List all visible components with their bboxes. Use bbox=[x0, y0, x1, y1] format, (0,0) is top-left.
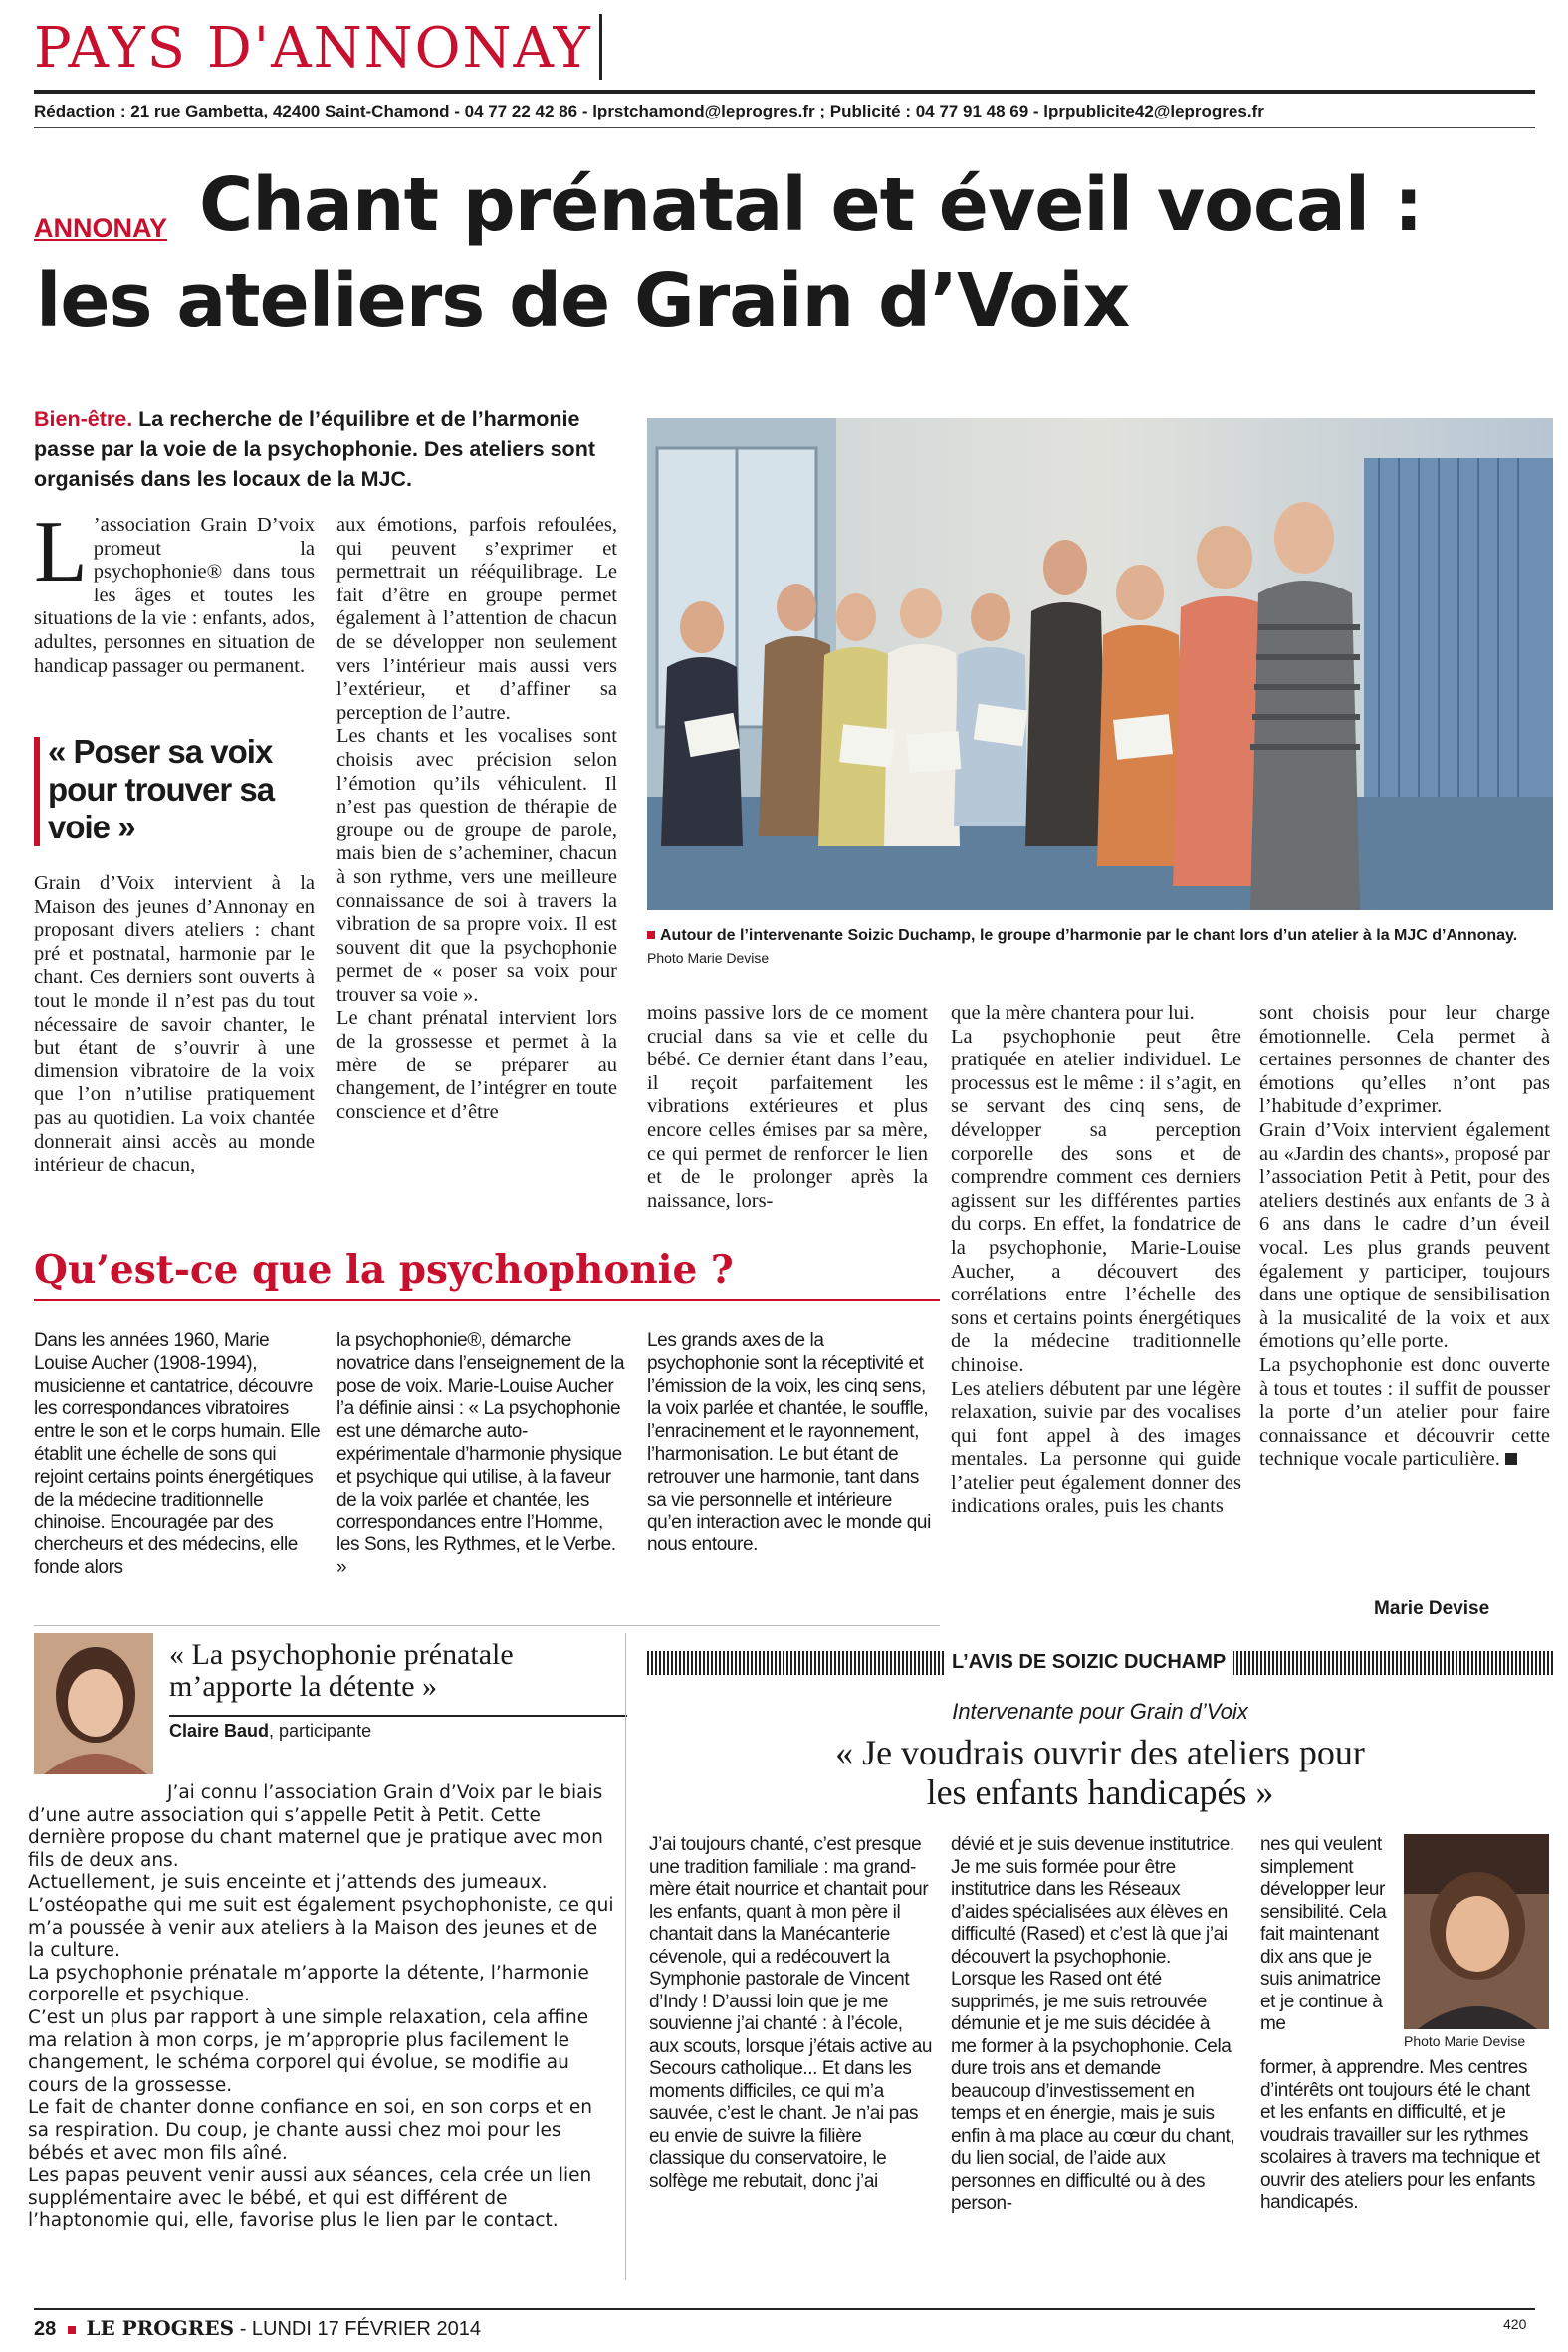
paragraph: sont choisis pour leur charge émotionnelle. Cela permet à certaines personnes de chanter des émotions qu’elles n’ont pas l’habitude d’exprimer. bbox=[1259, 1002, 1550, 1118]
paragraph-text: La psychophonie est donc ouverte à tous et toutes : il suffit de pousser la porte d’un atelier pour faire connaissance et découvrir cette technique vocale particulière. bbox=[1259, 1353, 1550, 1471]
soizic-photo-credit: Photo Marie Devise bbox=[1404, 2033, 1526, 2049]
claire-portrait bbox=[34, 1633, 153, 1774]
avis-title-line-2: les enfants handicapés » bbox=[926, 1772, 1274, 1812]
paragraph: Grain d’Voix intervient à la Maison des jeunes d’Annonay en proposant divers ateliers : chant pré et postnatal, harmonie par le chant. Ces derniers sont ouverts à tout le monde il n’est pas du tout nécessaire de savoir chanter, le but étant de s’ouvrir à une dimension vibratoire de la voix que l’on n’utilise pratiquement pas au quotidien. La voix chantée donnerait ainsi accès au monde intérieur de chacun, bbox=[34, 872, 315, 1177]
kicker-location: ANNONAY bbox=[34, 213, 168, 243]
chapeau-text: La recherche de l’équilibre et de l’harmonie passe par la voie de la psychophonie. Des ateliers sont organisés dans les locaux de la MJC. bbox=[34, 407, 595, 491]
box-column-1: Dans les années 1960, Marie Louise Aucher (1908-1994), musicienne et cantatrice, découvre les correspondances vibratoires entre le son et le corps humain. Elle établit une échelle de sons qui rejoint certains points énergétiques de la médecine traditionnelle chinoise. Encouragée par des chercheurs et des médecins, elle fonde alors bbox=[34, 1330, 321, 1578]
chapeau-keyword: Bien-être. bbox=[34, 407, 133, 431]
paragraph: aux émotions, parfois refoulées, qui peuvent s’exprimer et permettrait un rééquilibrage. Le fait d’être en groupe permet également à l’attention de chacun de se développer non seulement vers l’intérieur mais aussi vers l’extérieur, et d’affiner sa perception de l’autre. bbox=[336, 514, 617, 724]
testimonial-role: , participante bbox=[269, 1721, 372, 1741]
avis-role: Intervenante pour Grain d’Voix bbox=[952, 1699, 1248, 1724]
section-title: PAYS D'ANNONAY bbox=[34, 16, 592, 81]
square-bullet-icon bbox=[647, 931, 655, 939]
header-rule-thin bbox=[34, 127, 1535, 128]
contact-line: Rédaction : 21 rue Gambetta, 42400 Saint-Chamond - 04 77 22 42 86 - lprstchamond@leprogres.fr ; Publicité : 04 77 91 48 69 - lprpublicite42@leprogres.fr bbox=[34, 102, 1264, 120]
paragraph: J’ai connu l’association Grain d’Voix par le biais d’une autre association qui s’appelle Petit à Petit. Cette dernière propose du chant maternel que je pratique avec mon fils de deux ans. bbox=[28, 1782, 603, 1871]
article-column-3 bbox=[647, 1002, 928, 1213]
chapeau bbox=[34, 404, 621, 494]
paragraph: Le fait de chanter donne confiance en soi, en son corps et en sa respiration. Du coup, je chante aussi chez moi pour les bébés et avec mon fils aîné. bbox=[28, 2097, 592, 2164]
testimonial-body bbox=[28, 1782, 615, 2233]
photo-credit: Photo Marie Devise bbox=[647, 950, 770, 966]
square-bullet-icon bbox=[68, 2326, 76, 2334]
box-column-2: la psychophonie®, démarche novatrice dans l’enseignement de la pose de voix. Marie-Louise Aucher l’a définie ainsi : « La psychophonie est une démarche auto-expérimentale d’harmonie physique et psychique qui utilise, à la faveur de la voix parlée et chantée, les correspondances entre l’Homme, les Sons, les Rythmes, et le Verbe. » bbox=[336, 1330, 625, 1578]
avis-column-2: dévié et je suis devenue institutrice. Je me suis formée pour être institutrice dans les Réseaux d’aides spécialisées aux élèves en difficulté (Rased) et c’est là que j’ai découvert la psychophonie. Lorsque les Rased ont été supprimés, je me suis retrouvée démunie et je me suis décidée à me former à la psychophonie. Cela dure trois ans et demande beaucoup d’investissement en temps et en énergie, mais je suis enfin à ma place au cœur du chant, du lien social, de l’aide aux personnes en difficulté ou à des person- bbox=[951, 1834, 1235, 2214]
paragraph: Les papas peuvent venir aussi aux séances, cela crée un lien supplémentaire avec le bébé, et qui est différent de l’haptonomie qui, elle, favorise plus le lien par le contact. bbox=[28, 2165, 592, 2232]
publication-date: - LUNDI 17 FÉVRIER 2014 bbox=[239, 2318, 482, 2340]
photo-caption-text: Autour de l’intervenante Soizic Duchamp, le groupe d’harmonie par le chant lors d’un atelier à la MJC d’Annonay. bbox=[660, 927, 1518, 944]
paragraph: moins passive lors de ce moment crucial dans sa vie et celle du bébé. Ce dernier étant dans l’eau, il reçoit parfaitement les vibrations extérieures et plus encore celles émises par sa mère, ce qui permet de renforcer le lien et de le prolonger après la naissance, lors- bbox=[647, 1002, 928, 1212]
paragraph: Le chant prénatal intervient lors de la grossesse et permet à la mère de se préparer au changement, de l’intégrer en toute conscience et d’être bbox=[336, 1007, 617, 1123]
headline-line-2: les ateliers de Grain d’Voix bbox=[36, 258, 1130, 344]
box-rule bbox=[34, 1299, 940, 1301]
box-bottom-rule bbox=[34, 1625, 940, 1626]
article-column-4 bbox=[951, 1002, 1241, 1519]
avis-label: L’AVIS DE SOIZIC DUCHAMP bbox=[944, 1647, 1233, 1677]
paragraph: La psychophonie prénatale m’apporte la détente, l’harmonie corporelle et psychique. bbox=[28, 1962, 589, 2006]
avis-title bbox=[647, 1733, 1553, 1812]
avis-title-line-1: « Je voudrais ouvrir des ateliers pour bbox=[835, 1733, 1365, 1772]
avis-column-3: nes qui veulent simplement développer leur sensibilité. Cela fait maintenant dix ans que je suis animatrice et je continue à me bbox=[1260, 1834, 1387, 2034]
paragraph bbox=[1259, 1354, 1550, 1472]
testimonial-title: « La psychophonie prénatale m’apporte la détente » bbox=[169, 1638, 514, 1703]
avis-column-1: J’ai toujours chanté, c’est presque une tradition familiale : ma grand-mère était nourrice et chantait pour les enfants, quant à mon père il chantait dans la Manécanterie cévenole, qui a redécouvert la Symphonie pastorale de Vincent d’Indy ! D’aussi loin que je me souvienne j’ai chanté : à l’école, aux scouts, lorsque j’étais active au Secours catholique... Et dans les moments difficiles, ce qui m’a sauvée, c’est le chant. Je n’ai pas eu envie de suivre la filière classique du conservatoire, le solfège me rebutait, donc j’ai bbox=[649, 1834, 933, 2192]
box-title: Qu’est-ce que la psychophonie ? bbox=[34, 1247, 734, 1293]
headline-line-1: Chant prénatal et éveil vocal : bbox=[199, 162, 1423, 248]
paragraph: Les ateliers débutent par une légère relaxation, suivie par des vocalises qui font appel à des images mentales. La personne qui guide l’atelier peut également donner des indications orales, puis les chants bbox=[951, 1377, 1241, 1518]
article-column-2 bbox=[336, 514, 617, 1124]
soizic-portrait bbox=[1404, 1834, 1549, 2029]
paragraph: La psychophonie peut être pratiquée en atelier individuel. Le processus est le même : il s’agit, en se servant des cinq sens, de développer sa perception corporelle des sons et de comprendre comment ces derniers agissent sur les différentes parties du corps. En effet, la fondatrice de la psychophonie, Marie-Louise Aucher, a découvert des corrélations entre l’échelle des sons et certains points énergétiques de la médecine traditionnelle chinoise. bbox=[951, 1025, 1241, 1376]
column-divider bbox=[625, 1633, 626, 2280]
paragraph: que la mère chantera pour lui. bbox=[951, 1002, 1195, 1024]
subhead: « Poser sa voix pour trouver sa voie » bbox=[48, 733, 275, 845]
footer bbox=[34, 2316, 481, 2341]
portrait-illustration bbox=[1404, 1834, 1549, 2029]
paragraph: C’est un plus par rapport à une simple relaxation, cela affine ma relation à mon corps, je m’approprie plus facilement le changement, le schéma corporel qui évolue, se modifie au cours de la grossesse. bbox=[28, 2006, 589, 2096]
publication-name: LE PROGRES bbox=[86, 2316, 235, 2340]
article-author: Marie Devise bbox=[1374, 1598, 1490, 1619]
paragraph: Actuellement, je suis enceinte et j’attends des jumeaux. bbox=[28, 1872, 548, 1894]
group-photo bbox=[647, 418, 1553, 910]
paragraph: ’association Grain D’voix promeut la psychophonie® dans tous les âges et toutes les situations de la vie : enfants, ados, adultes, personnes en situation de handicap passager ou permanent. bbox=[34, 514, 315, 677]
dropcap: L bbox=[34, 504, 88, 600]
portrait-illustration bbox=[34, 1633, 153, 1774]
avis-column-3-continued: former, à apprendre. Mes centres d’intérêts ont toujours été le chant et les enfants en difficulté, et je voudrais travailler sur les rythmes scolaires à travers ma technique et ouvrir des ateliers pour les enfants handicapés. bbox=[1260, 2057, 1540, 2213]
end-mark-icon bbox=[1505, 1453, 1517, 1465]
header-rule bbox=[34, 90, 1535, 94]
article-column-1-bottom bbox=[34, 872, 315, 1178]
testimonial-byline bbox=[169, 1721, 371, 1742]
page-number: 28 bbox=[34, 2318, 57, 2340]
subhead-bar bbox=[34, 737, 40, 846]
section-separator bbox=[599, 14, 602, 80]
paragraph: L’ostéopathe qui me suit est également psychophoniste, ce qui m’a poussée à venir aux ateliers à la Maison des jeunes et de la culture. bbox=[28, 1894, 614, 1962]
group-photo-illustration bbox=[647, 418, 1553, 910]
article-column-1-top bbox=[34, 504, 315, 678]
footer-rule bbox=[34, 2308, 1535, 2310]
paragraph: Grain d’Voix intervient également au «Jardin des chants», proposé par l’association Petit à Petit, pour des ateliers destinés aux enfants de 3 à 6 ans dans le cadre d’un éveil vocal. Les plus grands peuvent également y participer, toujours dans une optique de sensibilisation à la musicalité de la voix et aux émotions qu’elle porte. bbox=[1259, 1118, 1550, 1353]
page-code: 420 bbox=[1503, 2316, 1527, 2332]
article-column-5 bbox=[1259, 1002, 1550, 1472]
paragraph: Les chants et les vocalises sont choisis avec précision selon l’émotion qu’ils véhiculent. Il n’est pas question de thérapie de groupe ou de groupe de parole, mais bien de s’acheminer, chacun à son rythme, vers une meilleure connaissance de soi à travers la vibration de sa propre voix. Il est souvent dit que la psychophonie permet de « poser sa voix pour trouver sa voie ». bbox=[336, 725, 617, 1006]
testimonial-name: Claire Baud bbox=[169, 1721, 270, 1741]
box-column-3: Les grands axes de la psychophonie sont la réceptivité et l’émission de la voix, les cinq sens, la voix parlée et chantée, le souffle, l’enracinement et le rayonnement, l’harmonisation. Le but étant de retrouver une harmonie, tant dans sa vie personnelle et intérieure qu’en interaction avec le monde qui nous entoure. bbox=[647, 1330, 931, 1556]
testimonial-rule bbox=[169, 1715, 627, 1717]
photo-caption bbox=[647, 926, 1553, 946]
